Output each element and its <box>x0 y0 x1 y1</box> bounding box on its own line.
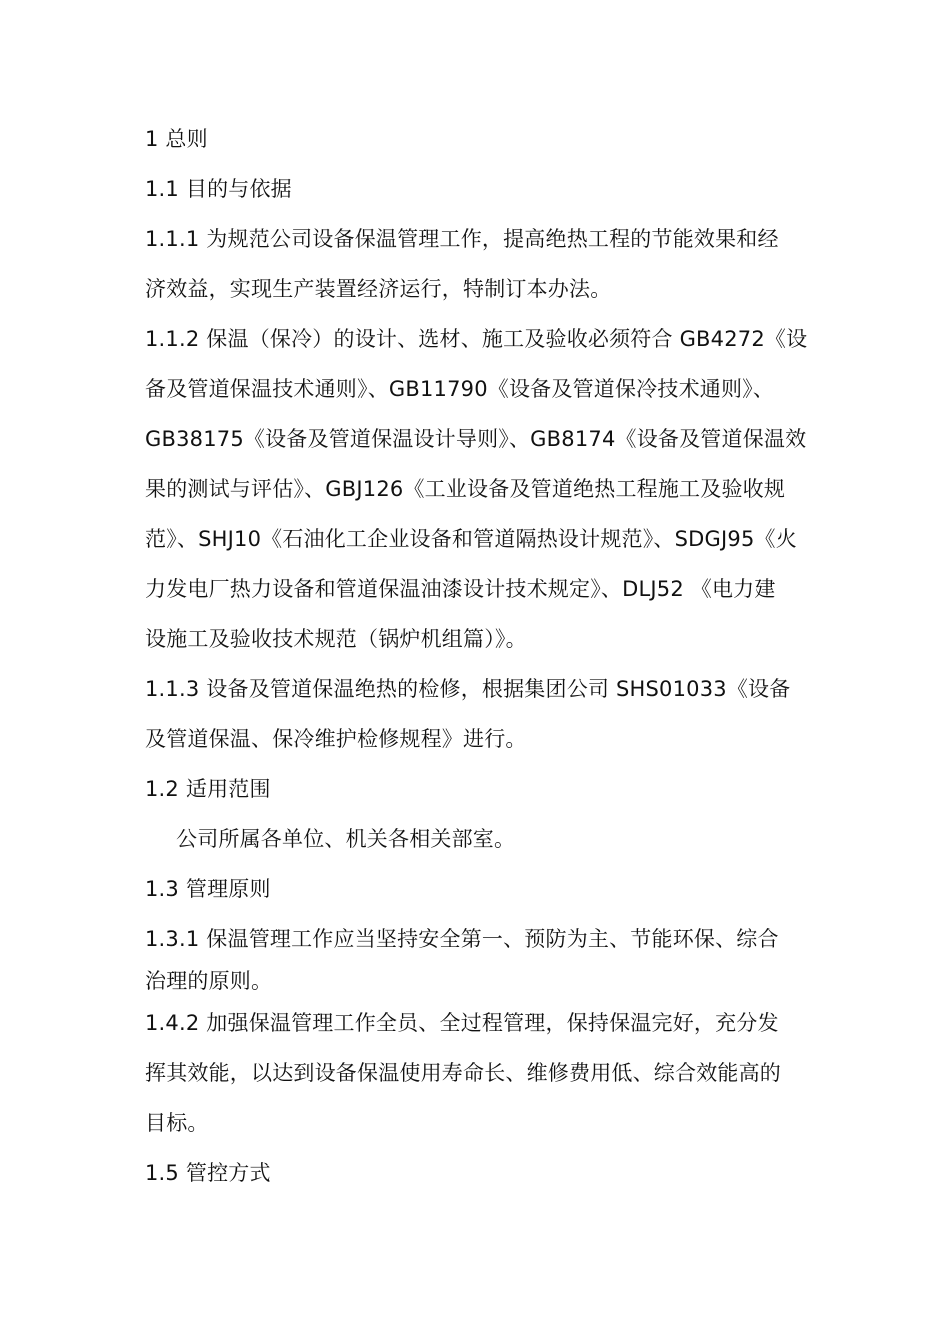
paragraph-line: 目标。 <box>145 1111 209 1135</box>
paragraph-line: 力发电厂热力设备和管道保温油漆设计技术规定》、DLJ52 《电力建 <box>145 577 776 601</box>
paragraph-line: 设施工及验收技术规范（锅炉机组篇）》。 <box>145 627 527 651</box>
heading-1-2: 1.2 适用范围 <box>145 777 271 801</box>
heading-1: 1 总则 <box>145 127 208 151</box>
paragraph-line: 1.1.1 为规范公司设备保温管理工作，提高绝热工程的节能效果和经 <box>145 227 779 251</box>
paragraph-line: 范》、SHJ10《石油化工企业设备和管道隔热设计规范》、SDGJ95《火 <box>145 527 797 551</box>
heading-1-5: 1.5 管控方式 <box>145 1161 271 1185</box>
paragraph-line: 济效益，实现生产装置经济运行，特制订本办法。 <box>145 277 612 301</box>
paragraph-line: 1.4.2 加强保温管理工作全员、全过程管理，保持保温完好，充分发 <box>145 1011 779 1035</box>
paragraph-line: 1.1.3 设备及管道保温绝热的检修，根据集团公司 SHS01033《设备 <box>145 677 791 701</box>
heading-1-3: 1.3 管理原则 <box>145 877 271 901</box>
paragraph-line: 1.1.2 保温（保冷）的设计、选材、施工及验收必须符合 GB4272《设 <box>145 327 808 351</box>
paragraph-line: 果的测试与评估》、GBJ126《工业设备及管道绝热工程施工及验收规 <box>145 477 786 501</box>
paragraph-line: 及管道保温、保冷维护检修规程》进行。 <box>145 727 527 751</box>
paragraph-line: 1.3.1 保温管理工作应当坚持安全第一、预防为主、节能环保、综合 <box>145 927 779 951</box>
paragraph-line: GB38175《设备及管道保温设计导则》、GB8174《设备及管道保温效 <box>145 427 807 451</box>
paragraph-line: 备及管道保温技术通则》、GB11790《设备及管道保冷技术通则》、 <box>145 377 775 401</box>
paragraph-line: 公司所属各单位、机关各相关部室。 <box>176 827 516 851</box>
heading-1-1: 1.1 目的与依据 <box>145 177 292 201</box>
paragraph-line: 治理的原则。 <box>145 969 273 993</box>
paragraph-line: 挥其效能，以达到设备保温使用寿命长、维修费用低、综合效能高的 <box>145 1061 781 1085</box>
